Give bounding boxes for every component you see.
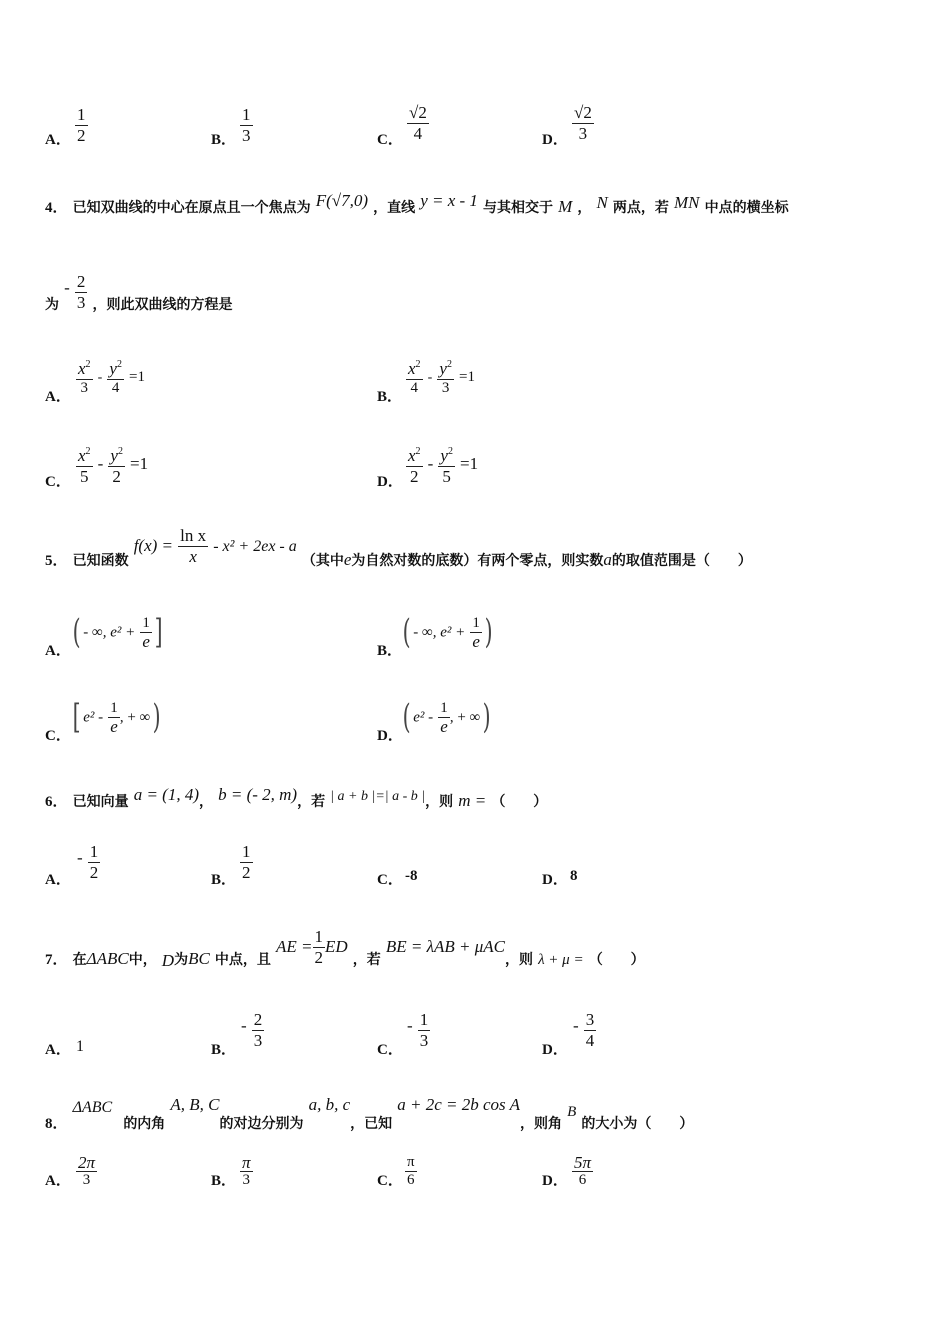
q8-text4: ，则角 — [519, 1116, 562, 1132]
q8-option-c-fraction: $\frac{\pi}{6}$ — [407, 1154, 415, 1188]
q5-number: 5． — [45, 553, 68, 569]
q4-text2: ，直线 — [373, 200, 416, 216]
q8-equation: a + 2c = 2b cos A — [397, 1095, 520, 1114]
q7-option-a-label: A． — [45, 1042, 71, 1058]
q5-option-c-label: C． — [45, 728, 71, 744]
q3-option-b-num: 1 — [242, 105, 251, 124]
q6-option-a-label: A． — [45, 872, 71, 888]
q5-option-a-label: A． — [45, 643, 71, 659]
q4-option-d-label: D． — [377, 474, 403, 490]
q7-ed: ED — [325, 937, 348, 956]
q6-condition: | a + b |=| a - b | — [330, 789, 426, 804]
q4-text5: 中点的横坐标 — [704, 200, 789, 216]
q6-option-d-value: 8 — [570, 868, 578, 884]
q4-focus: F(√7,0) — [315, 191, 368, 210]
q5-a: a — [603, 550, 612, 569]
q7-text7: （ ） — [588, 952, 645, 968]
q8-text3: ，已知 — [350, 1116, 393, 1132]
q3-option-b-fraction — [240, 105, 253, 146]
q4-option-a-den1: 3 — [76, 379, 93, 397]
q4-option-b-label: B． — [377, 389, 403, 405]
q3-option-c-fraction — [407, 103, 429, 144]
q4-point-m: M — [558, 197, 573, 216]
q8-stem — [45, 1095, 693, 1133]
q5-fx: f(x) = — [133, 536, 174, 555]
q8-b: B — [567, 1104, 577, 1120]
q4-number: 4． — [45, 200, 68, 216]
q6-option-d-label: D． — [542, 872, 568, 888]
q7-option-d-label: D． — [542, 1042, 568, 1058]
q6-sep: ， — [199, 794, 213, 810]
q7-stem — [45, 927, 645, 971]
q7-number: 7． — [45, 952, 68, 968]
q7-den: 2 — [314, 948, 323, 967]
q8-option-b-fraction: $\frac{\pi}{3}$ — [242, 1153, 251, 1188]
q4-option-c-den2: 2 — [108, 466, 125, 487]
q6-option-a-expr: - $\frac{1}{2}$ — [77, 842, 99, 882]
q4-option-b-expr: $\frac{x^2}{4}$ - $\frac{y^2}{3}$ =1 — [408, 359, 476, 396]
q5-rest: - x² + 2ex - a — [213, 538, 297, 555]
q8-number: 8． — [45, 1116, 68, 1132]
q5-text1: 已知函数 — [72, 553, 129, 569]
q7-option-b-label: B． — [211, 1042, 237, 1058]
q6-text1: 已知向量 — [72, 794, 129, 810]
q4-comma: ， — [577, 200, 592, 216]
q5-option-b-label: B． — [377, 643, 403, 659]
q4-option-a-expr: $\frac{x^2}{3}$ - $\frac{y^2}{4}$ =1 — [78, 359, 146, 396]
q7-text3: 为 — [174, 952, 189, 968]
q4-option-b-den1: 4 — [406, 379, 423, 397]
q5-text4: 的取值范围是（ ） — [611, 553, 752, 569]
q3-option-b-den: 3 — [242, 126, 251, 145]
q3-option-d-label: D． — [542, 132, 568, 148]
q4-option-c-den1: 5 — [76, 466, 93, 487]
q4-point-n: N — [596, 193, 608, 212]
q5-option-a-expr: ( - ∞, e² + $\frac{1}{e}$ ] — [72, 612, 163, 652]
q8-text5: 的大小为（ ） — [581, 1116, 694, 1132]
q5-option-d-label: D． — [377, 728, 403, 744]
q7-text4: 中点，且 — [214, 952, 271, 968]
q6-option-b-label: B． — [211, 872, 237, 888]
q4-option-b-den2: 3 — [437, 379, 454, 397]
q8-angles: A, B, C — [170, 1095, 220, 1114]
q6-option-c-value: -8 — [405, 868, 418, 884]
q4-text7: ，则此双曲线的方程是 — [92, 297, 233, 313]
q7-be: BE = λAB + μAC — [385, 937, 505, 956]
q4-text6: 为 — [45, 297, 59, 313]
q4-line: y = x - 1 — [420, 191, 478, 210]
q3-option-c-label: C． — [377, 132, 403, 148]
q7-triangle: ΔABC — [86, 949, 129, 968]
q7-text6: ，则 — [504, 952, 533, 968]
q7-text2: 中， — [128, 952, 157, 968]
q4-option-c-expr: $\frac{x^2}{5}$ - $\frac{y^2}{2}$ =1 — [78, 446, 149, 486]
q4-segment-mn: MN — [674, 193, 700, 212]
q4-stem-line1 — [45, 191, 789, 217]
q3-option-c-num: √2 — [409, 103, 427, 122]
q6-vector-a: a = (1, 4) — [133, 785, 199, 804]
q5-text3: 为自然对数的底数）有两个零点，则实数 — [351, 553, 604, 569]
q4-text4: 两点，若 — [612, 200, 669, 216]
q5-e: e — [343, 550, 352, 569]
q8-option-d-label: D． — [542, 1173, 568, 1189]
q8-option-a-label: A． — [45, 1173, 71, 1189]
q4-option-c-label: C． — [45, 474, 71, 490]
q7-num: 1 — [314, 927, 323, 946]
q8-text1: 的内角 — [123, 1116, 166, 1132]
q8-option-b-label: B． — [211, 1173, 237, 1189]
q5-text2: （其中 — [301, 553, 344, 569]
q7-text5: ，若 — [352, 952, 381, 968]
q5-fnum: ln x — [180, 526, 207, 545]
q4-option-d-expr: $\frac{x^2}{2}$ - $\frac{y^2}{5}$ =1 — [408, 446, 479, 486]
q8-option-a-fraction: $\frac{2\pi}{3}$ — [78, 1153, 96, 1188]
q6-option-c-label: C． — [377, 872, 403, 888]
q5-option-d-expr: ( e² - $\frac{1}{e}$ , + ∞) — [402, 697, 491, 737]
q8-sides: a, b, c — [308, 1095, 351, 1114]
q6-text4: （ ） — [491, 794, 548, 810]
q3-option-a-label: A． — [45, 132, 71, 148]
q5-fraction — [178, 526, 208, 567]
q7-ae: AE = — [276, 937, 313, 956]
q4-option-a-den2: 4 — [107, 379, 124, 397]
q5-fden: x — [178, 546, 208, 567]
q4-num: 2 — [76, 272, 86, 291]
q3-option-c-den: 4 — [407, 123, 429, 144]
q4-option-d-den2: 5 — [438, 466, 455, 487]
q7-bc: BC — [188, 949, 210, 968]
q6-m: m = — [458, 791, 487, 810]
q4-text3: 与其相交于 — [483, 200, 554, 216]
q3-option-a-den: 2 — [77, 126, 86, 145]
q4-option-d-den1: 2 — [406, 466, 423, 487]
q6-vector-b: b = (- 2, m) — [218, 785, 298, 804]
q8-triangle: ΔABC — [72, 1099, 113, 1116]
q3-option-b-label: B． — [211, 132, 237, 148]
q7-option-d-expr: - $\frac{3}{4}$ — [573, 1010, 595, 1050]
q4-neg: - — [64, 278, 70, 297]
q6-option-b-expr: $\frac{1}{2}$ — [242, 842, 251, 882]
q4-text1: 已知双曲线的中心在原点且一个焦点为 — [72, 200, 311, 216]
q4-fraction — [75, 272, 88, 313]
q4-stem-line2 — [45, 272, 232, 314]
q3-option-d-den: 3 — [572, 123, 594, 144]
q8-option-c-label: C． — [377, 1173, 403, 1189]
q8-option-d-fraction: $\frac{5\pi}{6}$ — [574, 1153, 592, 1188]
q5-option-c-expr: [ e² - $\frac{1}{e}$ , + ∞) — [72, 697, 161, 737]
q6-text3: ，则 — [425, 794, 454, 810]
q7-sum: λ + μ = — [538, 952, 584, 968]
q3-option-d-fraction — [572, 103, 594, 144]
q8-text2: 的对边分别为 — [219, 1116, 304, 1132]
q5-option-b-expr: ( - ∞, e² + $\frac{1}{e}$ ) — [402, 612, 493, 652]
q7-option-c-label: C． — [377, 1042, 403, 1058]
q7-option-b-expr: - $\frac{2}{3}$ — [241, 1010, 263, 1050]
q7-d: D — [161, 951, 175, 970]
q3-option-d-num: √2 — [574, 103, 592, 122]
q5-stem — [45, 526, 752, 570]
q3-option-a-fraction — [75, 105, 88, 146]
q7-option-a-value: 1 — [76, 1038, 84, 1055]
q3-option-a-num: 1 — [77, 105, 86, 124]
q6-text2: ，若 — [297, 794, 326, 810]
q6-stem — [45, 785, 548, 811]
q4-option-a-label: A． — [45, 389, 71, 405]
q6-number: 6． — [45, 794, 68, 810]
q7-option-c-expr: - $\frac{1}{3}$ — [407, 1010, 429, 1050]
q4-den: 3 — [76, 293, 86, 312]
q7-text1: 在 — [72, 952, 87, 968]
